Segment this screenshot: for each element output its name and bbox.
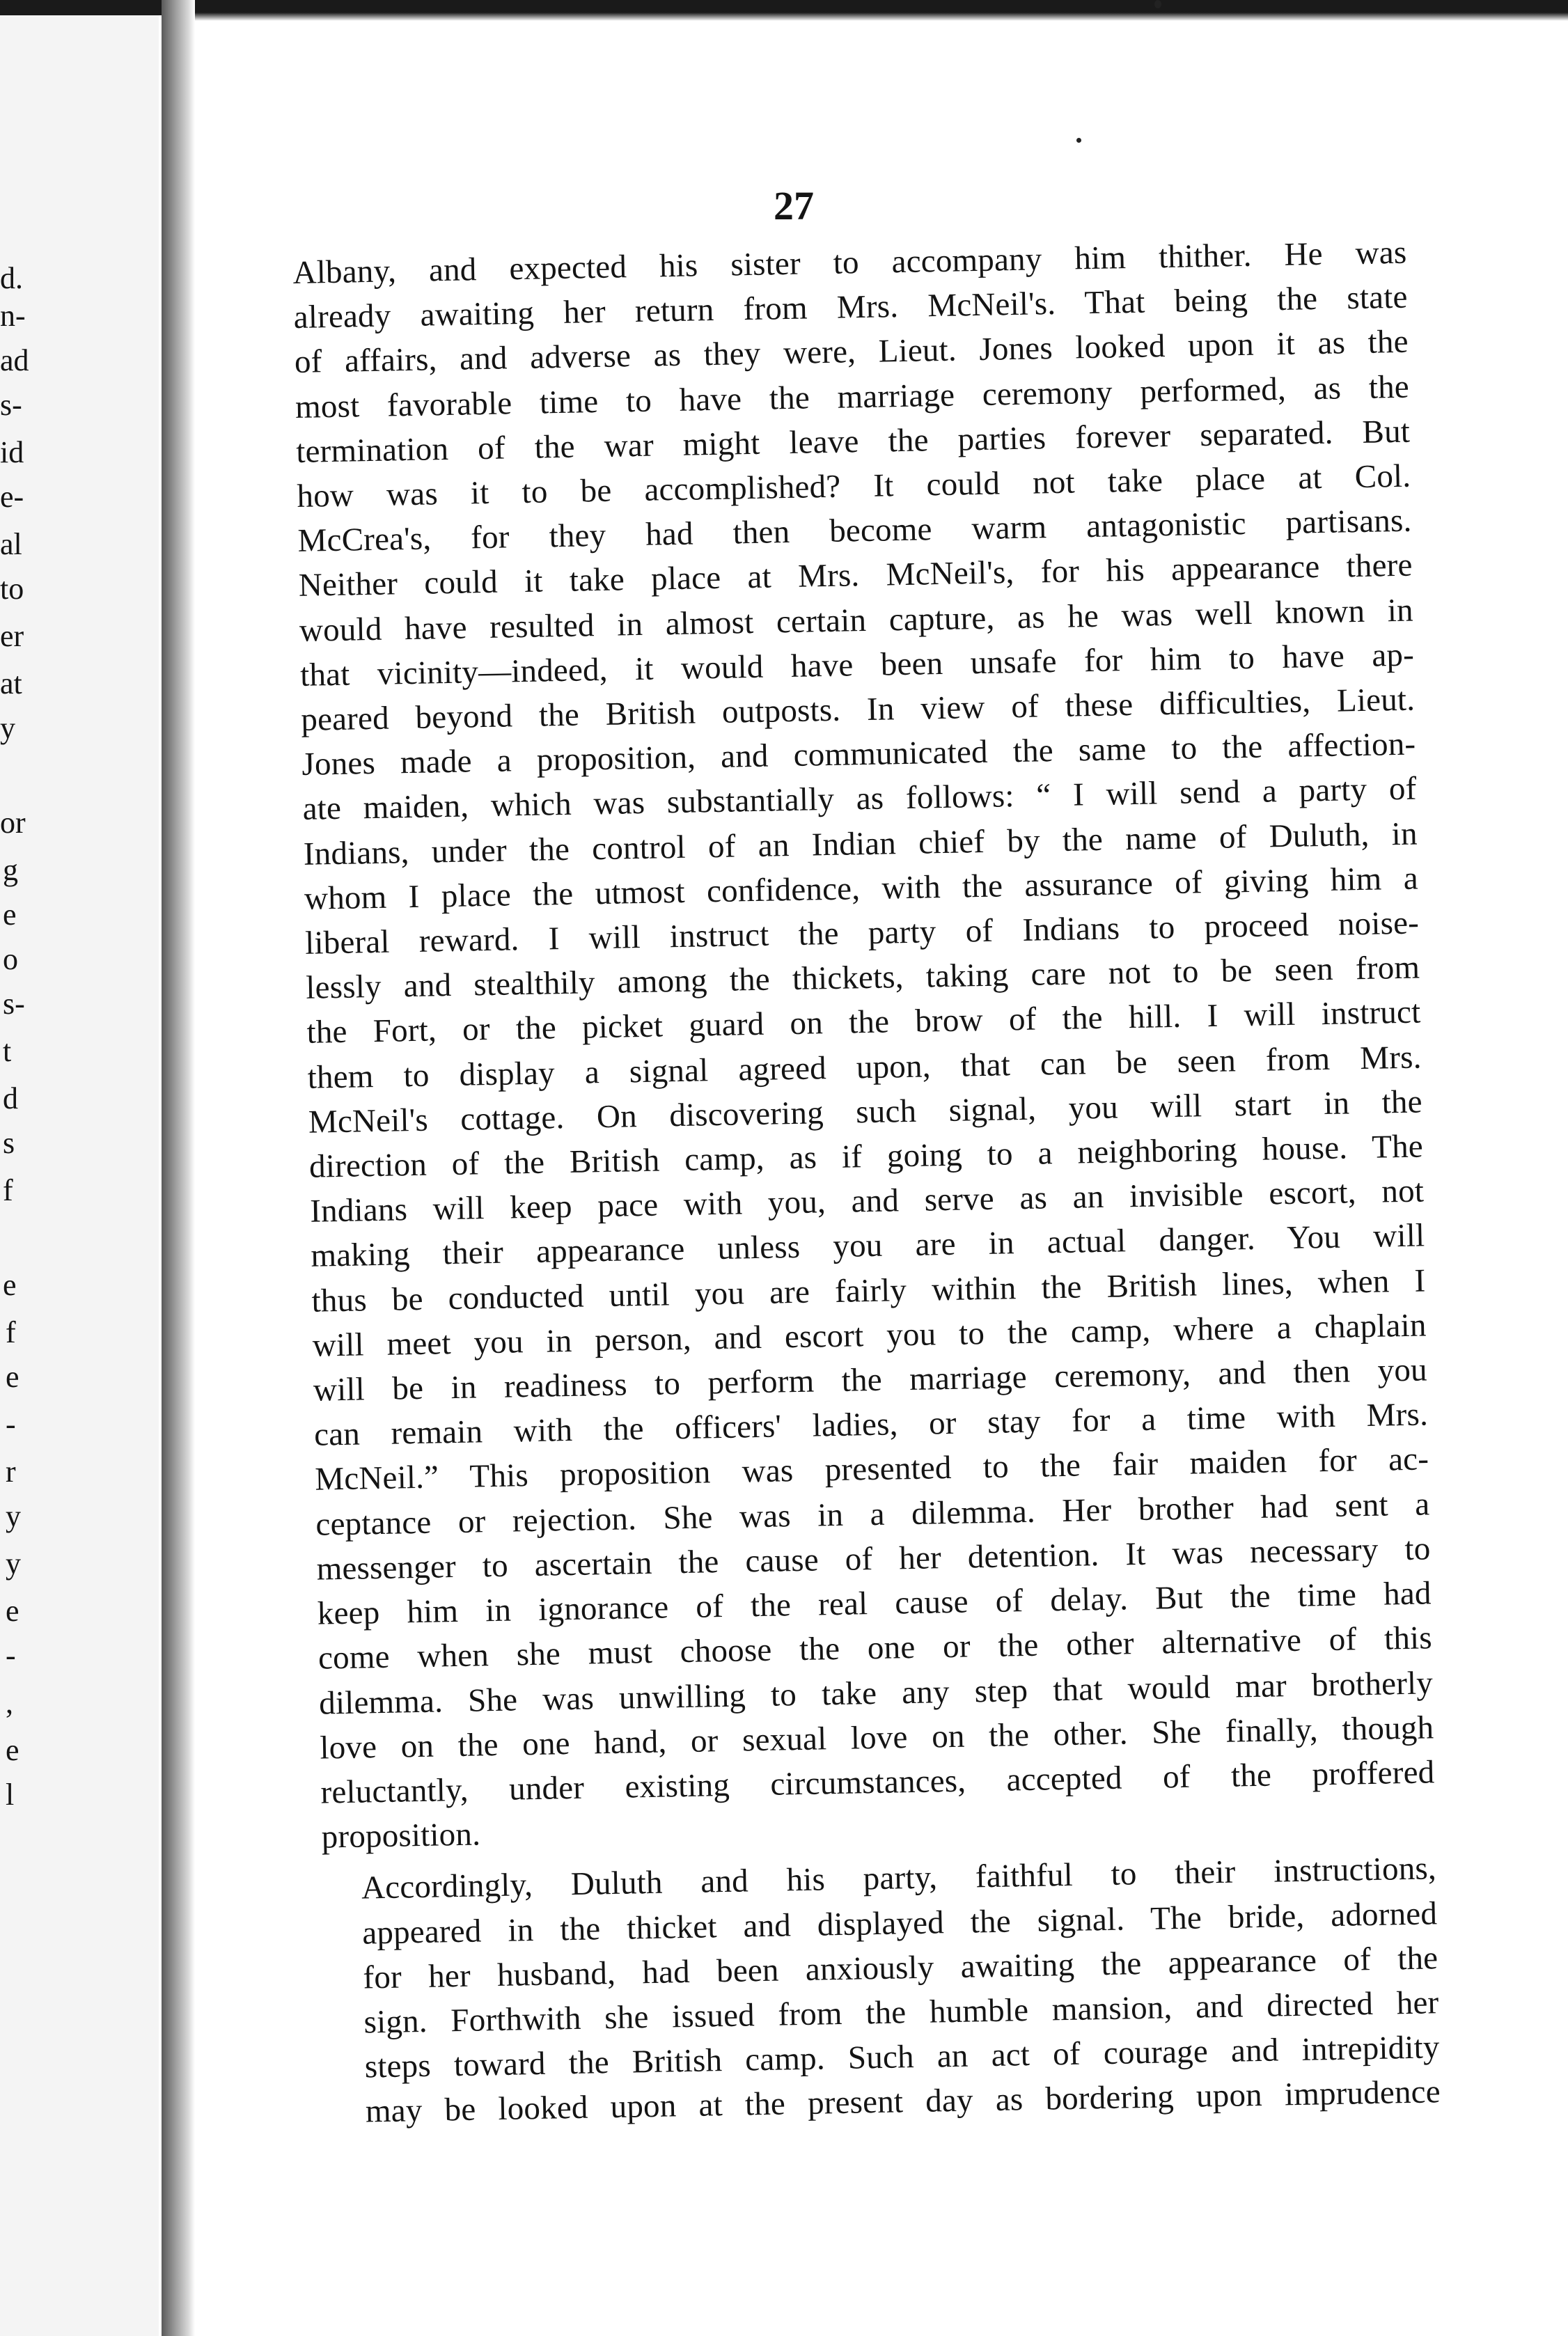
left-margin-fragment: t [3, 1034, 12, 1068]
left-margin-fragment: l [6, 1778, 15, 1812]
left-margin-fragment: er [0, 619, 24, 653]
left-margin-fragment: e [3, 1268, 17, 1302]
text-line: Accordingly, Duluth and his party, faithful to their instructions, [361, 1850, 1437, 1906]
left-margin-fragment: y [0, 711, 15, 745]
ink-speck [1154, 0, 1161, 8]
page-body-text [292, 230, 1441, 2135]
text-line: that vicinity—indeed, it would have been unsafe for him to have ap- [299, 636, 1415, 693]
left-margin-fragment: n- [0, 299, 26, 333]
left-margin-fragment: e [3, 897, 17, 932]
text-line: Indians will keep pace with you, and serve as an invisible escort, not [309, 1173, 1425, 1230]
left-margin-fragment: f [3, 1173, 13, 1207]
page-number: 27 [774, 183, 814, 228]
text-line: Albany, and expected his sister to accompany him thither. He was [292, 234, 1407, 291]
left-margin-fragment: s [3, 1126, 15, 1160]
text-line: steps toward the British camp. Such an act of courage and intrepidity [364, 2029, 1441, 2085]
text-line: will meet you in person, and escort you to the camp, where a chaplain [312, 1307, 1427, 1364]
text-line: already awaiting her return from Mrs. McNeil's. That being the state [293, 279, 1408, 336]
left-margin-fragment: - [6, 1638, 16, 1672]
left-margin-fragment: - [6, 1407, 16, 1441]
left-margin-fragment: id [0, 435, 24, 469]
text-line: proposition. [321, 1816, 481, 1856]
text-line: McCrea's, for they had then become warm antagonistic partisans. [297, 502, 1412, 560]
left-margin-fragment: y [6, 1546, 21, 1581]
text-line: whom I place the utmost confidence, with the assurance of giving him a [304, 860, 1419, 917]
left-margin-fragment: f [6, 1315, 16, 1349]
text-line: dilemma. She was unwilling to take any step that would mar brotherly [318, 1664, 1434, 1722]
text-line: for her husband, had been anxiously awaiting the appearance of the [362, 1939, 1438, 1996]
text-line: appeared in the thicket and displayed the signal. The bride, adorned [361, 1895, 1438, 1952]
text-line: peared beyond the British outposts. In view of these difficulties, Lieut. [300, 681, 1416, 738]
text-line: will be in readiness to perform the marriage ceremony, and then you [313, 1351, 1428, 1409]
left-margin-fragment: e [6, 1360, 19, 1394]
left-margin-fragment: d. [0, 261, 23, 295]
text-line: McNeil.” This proposition was presented to the fair maiden for ac- [314, 1441, 1429, 1498]
left-margin-fragment: at [0, 666, 22, 700]
left-margin-fragment: al [0, 527, 22, 561]
text-line: termination of the war might leave the parties forever separated. But [295, 413, 1411, 470]
text-line: them to display a signal agreed upon, that can be seen from Mrs. [307, 1039, 1422, 1096]
text-line: lessly and stealthily among the thickets, taking care not to be seen from [305, 949, 1420, 1007]
left-margin-fragment: r [6, 1455, 16, 1489]
text-line: liberal reward. I will instruct the party of Indians to proceed noise- [304, 904, 1420, 962]
text-line: may be looked upon at the present day as bordering upon imprudence [365, 2074, 1441, 2130]
text-line: sign. Forthwith she issued from the humble mansion, and directed her [363, 1984, 1439, 2041]
binding-gutter-shadow [162, 0, 195, 2336]
left-margin-fragment: y [6, 1499, 21, 1533]
text-line: messenger to ascertain the cause of her detention. It was necessary to [316, 1530, 1431, 1588]
text-line: making their appearance unless you are in actual danger. You will [310, 1217, 1425, 1275]
paragraph-1 [292, 230, 1436, 1860]
left-margin-fragment: s- [3, 987, 25, 1021]
scan-top-edge-left [0, 0, 162, 15]
left-margin-fragment: to [0, 572, 24, 606]
text-line: Jones made a proposition, and communicated the same to the affection- [301, 726, 1416, 783]
left-margin-fragment: e- [0, 480, 24, 514]
text-line: would have resulted in almost certain capture, as he was well known in [299, 592, 1414, 649]
text-line: direction of the British camp, as if going to a neighboring house. The [308, 1128, 1424, 1185]
left-facing-page-fragment [0, 0, 159, 2336]
text-line: the Fort, or the picket guard on the brow of the hill. I will instruct [306, 994, 1421, 1051]
text-line: of affairs, and adverse as they were, Lieut. Jones looked upon it as the [294, 324, 1409, 381]
left-margin-fragment: e [6, 1594, 19, 1628]
text-line: Indians, under the control of an Indian chief by the name of Duluth, in [303, 815, 1418, 872]
text-line: ate maiden, which was substantially as follows: “ I will send a party of [302, 770, 1417, 828]
scan-top-edge [162, 0, 1568, 21]
left-margin-fragment: d [3, 1081, 18, 1115]
left-margin-fragment: or [0, 806, 26, 840]
left-margin-fragment: o [3, 942, 18, 976]
left-margin-fragment: g [3, 853, 18, 887]
text-line: most favorable time to have the marriage ceremony performed, as the [295, 368, 1410, 425]
paragraph-2 [322, 1847, 1441, 2135]
text-line: ceptance or rejection. She was in a dilemma. Her brother had sent a [315, 1486, 1430, 1543]
ink-speck [1076, 138, 1081, 143]
text-line: thus be conducted until you are fairly within the British lines, when I [311, 1262, 1426, 1319]
left-margin-fragment: ad [0, 343, 29, 377]
text-line: come when she must choose the one or the other alternative of this [317, 1620, 1433, 1677]
text-line: how was it to be accomplished? It could not take place at Col. [296, 457, 1411, 515]
text-line: McNeil's cottage. On discovering such signal, you will start in the [308, 1083, 1423, 1140]
left-margin-fragment: s- [0, 388, 22, 422]
text-line: reluctantly, under existing circumstances, accepted of the proffered [320, 1754, 1435, 1811]
text-line: Neither could it take place at Mrs. McNeil's, for his appearance there [298, 547, 1413, 604]
text-line: love on the one hand, or sexual love on the other. She finally, though [319, 1709, 1434, 1766]
text-line: keep him in ignorance of the real cause of delay. But the time had [317, 1575, 1432, 1632]
left-margin-fragment: , [6, 1686, 13, 1720]
left-margin-fragment: e [6, 1733, 19, 1767]
text-line: can remain with the officers' ladies, or stay for a time with Mrs. [313, 1396, 1429, 1453]
